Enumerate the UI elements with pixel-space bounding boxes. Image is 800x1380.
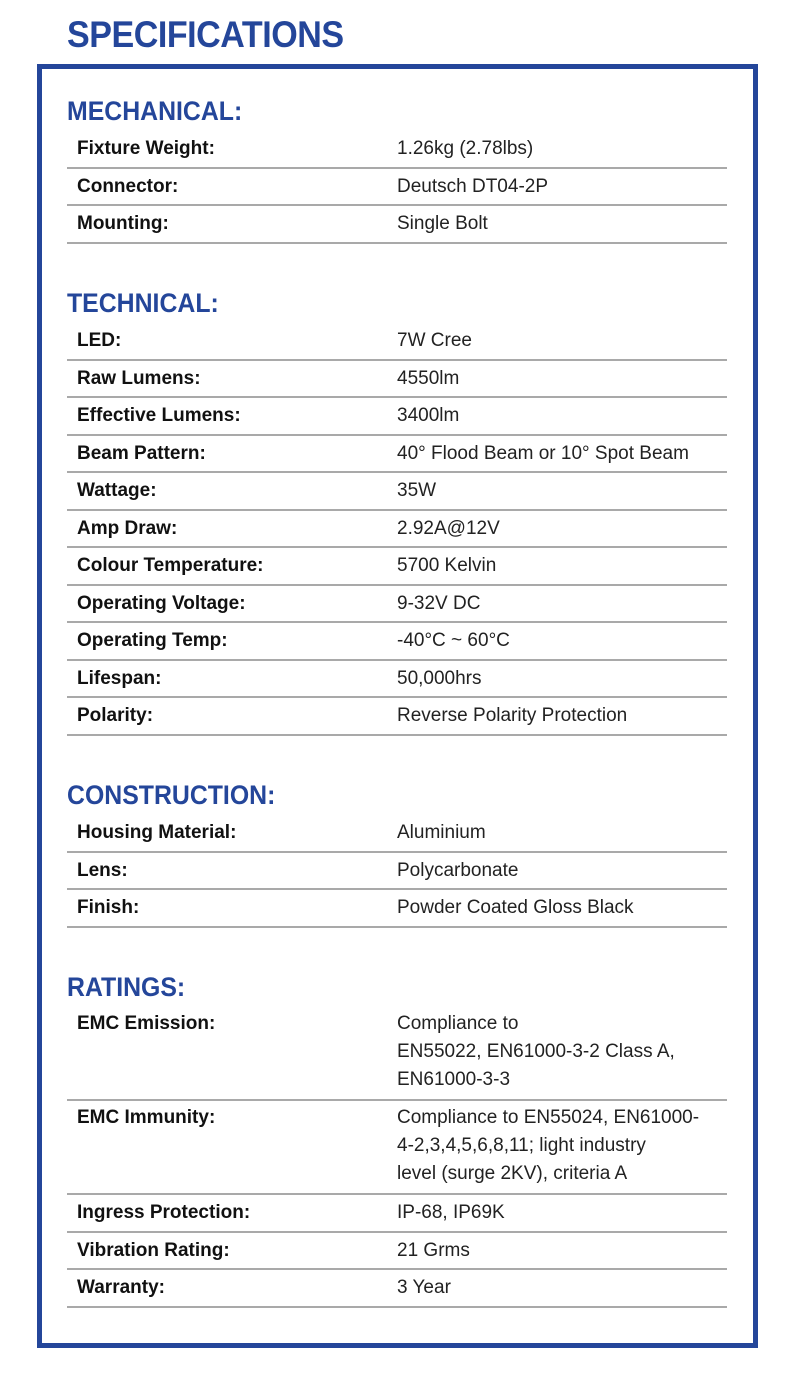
spec-label: Ingress Protection: — [77, 1202, 251, 1223]
section-heading: CONSTRUCTION: — [67, 780, 276, 810]
spec-row — [67, 169, 727, 207]
spec-value: 3400lm — [397, 405, 460, 426]
spec-value: -40°C ~ 60°C — [397, 630, 510, 651]
section-heading: MECHANICAL: — [67, 96, 243, 126]
spec-row — [67, 1233, 727, 1271]
spec-row — [67, 890, 727, 928]
section-technical — [67, 286, 727, 736]
spec-value: 7W Cree — [397, 330, 472, 351]
spec-label: EMC Immunity: — [77, 1107, 216, 1128]
spec-label: Mounting: — [77, 213, 169, 234]
spec-value: Deutsch DT04-2P — [397, 175, 549, 197]
spec-row — [67, 586, 727, 624]
spec-value: Compliance to EN55024, EN61000- 4-2,3,4,5,6,8,11; light industry level (surge 2KV), criteria A — [397, 1107, 700, 1184]
spec-value: 4550lm — [397, 367, 460, 389]
spec-label: Fixture Weight: — [77, 138, 215, 159]
spec-value: 5700 Kelvin — [397, 555, 497, 576]
spec-table — [67, 815, 727, 928]
spec-label: Vibration Rating: — [77, 1239, 230, 1261]
spec-value: Compliance to EN55022, EN61000-3-2 Class A, EN61000-3-3 — [397, 1013, 675, 1090]
section-heading: RATINGS: — [67, 972, 186, 1002]
spec-label: Wattage: — [77, 480, 157, 501]
spec-value: Reverse Polarity Protection — [397, 705, 628, 726]
spec-row — [67, 361, 727, 399]
spec-value: 1.26kg (2.78lbs) — [397, 138, 534, 159]
spec-value: Polycarbonate — [397, 859, 519, 881]
spec-row — [67, 1195, 727, 1233]
spec-value: 3 Year — [397, 1277, 451, 1298]
spec-label: Beam Pattern: — [77, 442, 206, 464]
spec-row — [67, 473, 727, 511]
spec-row — [67, 206, 727, 244]
spec-label: Finish: — [77, 897, 140, 918]
spec-label: Lens: — [77, 859, 128, 881]
spec-value: Aluminium — [397, 822, 486, 843]
spec-value: 50,000hrs — [397, 667, 482, 689]
spec-row — [67, 1101, 727, 1195]
spec-label: Effective Lumens: — [77, 405, 241, 426]
spec-label: Housing Material: — [77, 822, 237, 843]
spec-value: 35W — [397, 480, 437, 501]
page-title: SPECIFICATIONS — [67, 14, 344, 55]
spec-label: Polarity: — [77, 705, 154, 726]
section-ratings — [67, 970, 727, 1308]
spec-value: Powder Coated Gloss Black — [397, 897, 634, 918]
spec-row — [67, 436, 727, 474]
spec-label: Lifespan: — [77, 667, 162, 689]
spec-row — [67, 1270, 727, 1308]
spec-label: Amp Draw: — [77, 517, 178, 539]
spec-row — [67, 511, 727, 549]
spec-label: Colour Temperature: — [77, 555, 264, 576]
spec-label: EMC Emission: — [77, 1013, 216, 1034]
spec-row — [67, 661, 727, 699]
spec-value: 2.92A@12V — [397, 517, 500, 539]
spec-label: Operating Temp: — [77, 630, 228, 651]
section-mechanical — [67, 94, 727, 244]
spec-label: Raw Lumens: — [77, 367, 201, 389]
spec-value: Single Bolt — [397, 213, 488, 234]
spec-table — [67, 1007, 727, 1308]
spec-table — [67, 323, 727, 736]
spec-value: IP-68, IP69K — [397, 1202, 505, 1223]
spec-table — [67, 131, 727, 244]
section-heading: TECHNICAL: — [67, 288, 219, 318]
spec-value: 21 Grms — [397, 1239, 470, 1261]
spec-row — [67, 548, 727, 586]
spec-row — [67, 1007, 727, 1101]
spec-row — [67, 853, 727, 891]
spec-row — [67, 131, 727, 169]
spec-row — [67, 623, 727, 661]
spec-value: 40° Flood Beam or 10° Spot Beam — [397, 442, 689, 464]
spec-value: 9-32V DC — [397, 592, 481, 614]
spec-label: Warranty: — [77, 1277, 165, 1298]
spec-label: LED: — [77, 330, 122, 351]
spec-row — [67, 698, 727, 736]
spec-row — [67, 398, 727, 436]
spec-row — [67, 323, 727, 361]
spec-label: Operating Voltage: — [77, 592, 246, 614]
spec-row — [67, 815, 727, 853]
section-construction — [67, 778, 727, 928]
spec-label: Connector: — [77, 175, 179, 197]
